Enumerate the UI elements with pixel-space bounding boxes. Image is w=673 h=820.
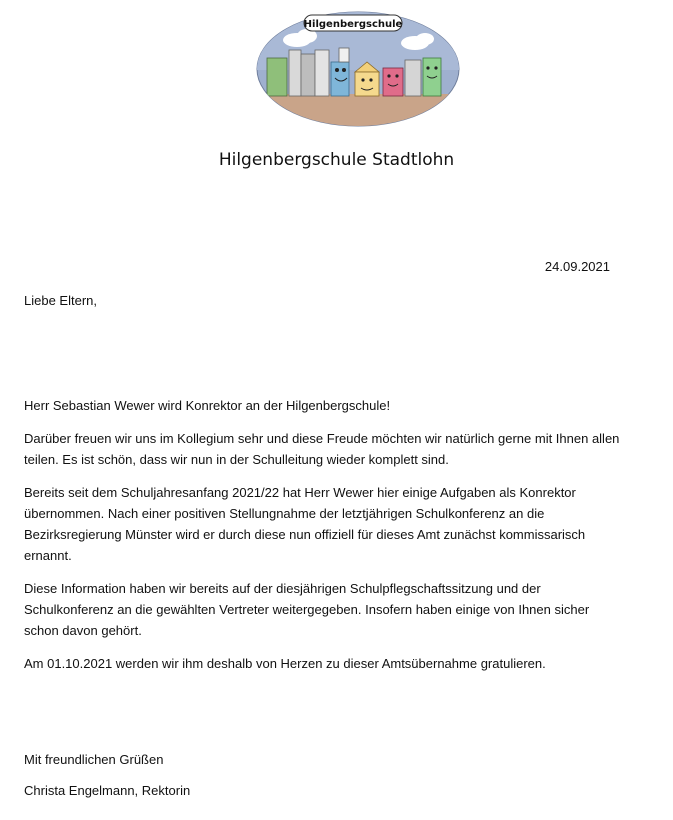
- letter-date: 24.09.2021: [544, 259, 610, 274]
- signature: Christa Engelmann, Rektorin: [24, 783, 191, 798]
- paragraph-congratulation: Am 01.10.2021 werden wir ihm deshalb von Herzen zu dieser Amtsübernahme gratulieren.: [24, 656, 546, 671]
- salutation: Liebe Eltern,: [24, 293, 97, 308]
- school-title: Hilgenbergschule Stadtlohn: [218, 150, 455, 170]
- logo-banner-text: Hilgenbergschule: [303, 19, 403, 30]
- paragraph-joy: Darüber freuen wir uns im Kollegium sehr und diese Freude möchten wir natürlich gerne mit Ihnen allen teilen. Es ist schön, dass wir nun in der Schulleitung wieder komplett sind.: [24, 431, 620, 467]
- letter-body: [24, 395, 624, 686]
- school-logo: [255, 10, 461, 128]
- paragraph-information: Diese Information haben wir bereits auf der diesjährigen Schulpflegschaftssitzung und der Schulkonferenz an die gewählten Vertreter weitergegeben. Insofern haben einige von Ihnen sicher schon davon gehört.: [24, 581, 590, 638]
- closing: Mit freundlichen Grüßen: [24, 752, 164, 767]
- paragraph-background: Bereits seit dem Schuljahresanfang 2021/22 hat Herr Wewer hier einige Aufgaben als Konrektor übernommen. Nach einer positiven Stellungnahme der letztjährigen Schulkonferenz an die Bezirksregierung Münster wird er durch diese nun offiziell für dieses Amt zunächst kommissarisch ernannt.: [24, 485, 586, 563]
- paragraph-announcement: Herr Sebastian Wewer wird Konrektor an der Hilgenbergschule!: [24, 398, 391, 413]
